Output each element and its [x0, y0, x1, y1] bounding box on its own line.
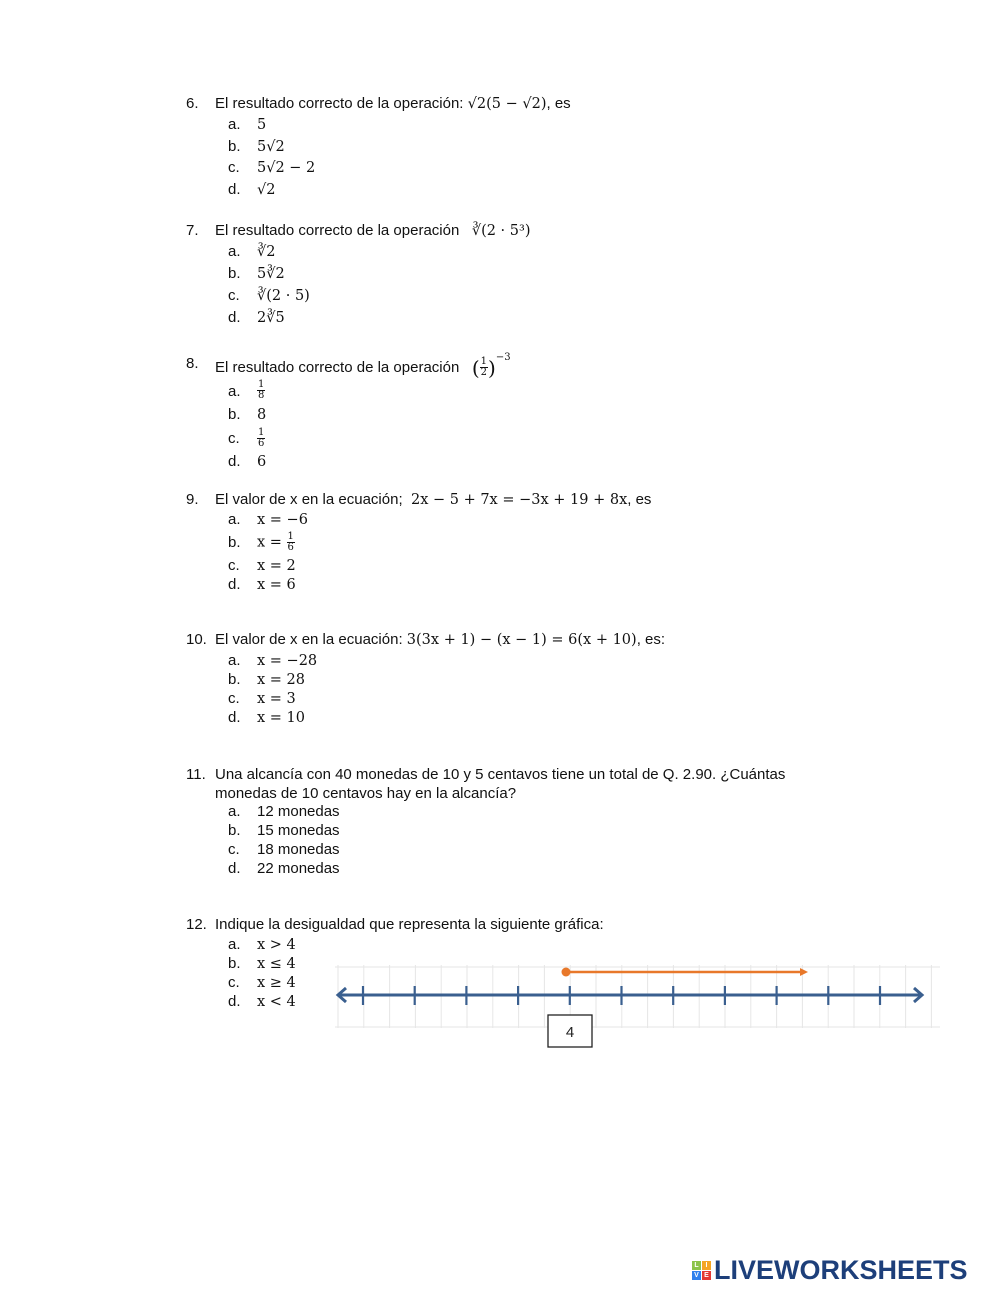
option-7c[interactable]: ∛(2 · 5) — [257, 288, 310, 304]
option-letter: a. — [228, 243, 241, 260]
option-prefix: x = — [257, 534, 287, 551]
logo-text: LIVEWORKSHEETS — [714, 1255, 968, 1285]
question-number: 12. — [186, 916, 207, 933]
question-text — [215, 95, 571, 113]
question-label: El resultado correcto de la operación — [215, 358, 460, 376]
option-letter: c. — [228, 159, 240, 176]
question-text: Una alcancía con 40 monedas de 10 y 5 centavos tiene un total de Q. 2.90. ¿Cuántas — [215, 766, 786, 783]
question-math: ∛(2 · 5³) — [471, 223, 531, 239]
denominator: 6 — [287, 542, 294, 553]
question-math: 3(3x + 1) − (x − 1) = 6(x + 10) — [406, 632, 637, 648]
option-8a[interactable] — [257, 380, 265, 401]
option-letter: b. — [228, 265, 241, 282]
numerator: 1 — [258, 379, 265, 390]
question-number: 11. — [186, 766, 206, 783]
question-suffix: , es — [546, 95, 571, 112]
option-letter: a. — [228, 511, 241, 528]
question-text — [215, 222, 530, 240]
option-11a[interactable]: 12 monedas — [257, 803, 340, 820]
question-suffix: , es: — [636, 631, 666, 648]
option-12c[interactable]: x ≥ 4 — [257, 975, 296, 991]
option-7b[interactable]: 5∛2 — [257, 266, 285, 282]
option-letter: c. — [228, 690, 240, 707]
logo-block: L — [692, 1261, 701, 1270]
option-10c[interactable]: x = 3 — [257, 691, 296, 707]
option-8b[interactable]: 8 — [257, 407, 267, 423]
option-letter: d. — [228, 309, 241, 326]
question-label: El resultado correcto de la operación: — [215, 95, 464, 112]
option-10b[interactable]: x = 28 — [257, 672, 305, 688]
option-letter: b. — [228, 406, 241, 423]
option-8c[interactable] — [257, 428, 265, 449]
numerator: 1 — [287, 531, 294, 542]
denominator: 2 — [480, 367, 488, 379]
numerator: 1 — [480, 356, 488, 368]
option-12a[interactable]: x > 4 — [257, 937, 296, 953]
question-math: ( $\frac{1}{2}$ )$^{-3}$ — [471, 352, 511, 380]
option-9b[interactable] — [257, 532, 295, 553]
option-letter: d. — [228, 993, 241, 1010]
option-letter: b. — [228, 822, 241, 839]
option-letter: c. — [228, 557, 240, 574]
option-6c[interactable]: 5√2 − 2 — [257, 160, 316, 176]
option-letter: b. — [228, 955, 241, 972]
option-11b[interactable]: 15 monedas — [257, 822, 340, 839]
option-letter: a. — [228, 936, 241, 953]
question-label: El valor de x en la ecuación; — [215, 491, 403, 508]
option-letter: c. — [228, 430, 240, 447]
option-letter: a. — [228, 803, 241, 820]
question-text — [215, 631, 665, 649]
option-letter: b. — [228, 534, 241, 551]
option-letter: d. — [228, 181, 241, 198]
question-text — [215, 491, 651, 509]
option-letter: a. — [228, 652, 241, 669]
numerator: 1 — [258, 427, 265, 438]
option-letter: b. — [228, 671, 241, 688]
option-letter: c. — [228, 841, 240, 858]
option-7d[interactable]: 2∛5 — [257, 310, 285, 326]
question-number: 8. — [186, 355, 199, 372]
number-line-label: 4 — [565, 1024, 575, 1041]
liveworksheets-logo — [692, 1255, 968, 1286]
option-letter: d. — [228, 576, 241, 593]
option-letter: d. — [228, 860, 241, 877]
question-number: 7. — [186, 222, 199, 239]
question-math: √2(5 − √2) — [467, 96, 547, 112]
option-6b[interactable]: 5√2 — [257, 139, 285, 155]
question-suffix: , es — [627, 491, 652, 508]
logo-block: V — [692, 1271, 701, 1280]
question-label: El resultado correcto de la operación — [215, 222, 460, 239]
option-letter: c. — [228, 287, 240, 304]
option-10d[interactable]: x = 10 — [257, 710, 305, 726]
question-number: 10. — [186, 631, 207, 648]
denominator: 8 — [258, 390, 265, 401]
number-line-graph — [330, 955, 945, 1055]
option-letter: c. — [228, 974, 240, 991]
option-letter: a. — [228, 383, 241, 400]
option-6a[interactable]: 5 — [257, 117, 267, 133]
question-math: 2x − 5 + 7x = −3x + 19 + 8x — [410, 492, 628, 508]
option-12b[interactable]: x ≤ 4 — [257, 956, 296, 972]
option-11d[interactable]: 22 monedas — [257, 860, 340, 877]
logo-block: I — [702, 1261, 711, 1270]
option-12d[interactable]: x < 4 — [257, 994, 296, 1010]
ray-arrow-icon — [800, 968, 808, 976]
question-label: El valor de x en la ecuación: — [215, 631, 403, 648]
question-text-line2: monedas de 10 centavos hay en la alcancía? — [215, 785, 517, 802]
option-6d[interactable]: √2 — [257, 182, 276, 198]
option-letter: d. — [228, 709, 241, 726]
option-letter: b. — [228, 138, 241, 155]
option-9a[interactable]: x = −6 — [257, 512, 308, 528]
option-9c[interactable]: x = 2 — [257, 558, 296, 574]
option-letter: a. — [228, 116, 241, 133]
option-7a[interactable]: ∛2 — [257, 244, 276, 260]
logo-blocks — [692, 1261, 711, 1280]
option-11c[interactable]: 18 monedas — [257, 841, 340, 858]
question-number: 6. — [186, 95, 199, 112]
option-8d[interactable]: 6 — [257, 454, 267, 470]
question-text — [215, 352, 511, 380]
question-text: Indique la desigualdad que representa la siguiente gráfica: — [215, 916, 604, 933]
option-10a[interactable]: x = −28 — [257, 653, 318, 669]
question-number: 9. — [186, 491, 199, 508]
option-9d[interactable]: x = 6 — [257, 577, 296, 593]
denominator: 6 — [258, 438, 265, 449]
closed-endpoint — [562, 968, 571, 977]
exponent: −3 — [495, 352, 511, 363]
option-letter: d. — [228, 453, 241, 470]
logo-block: E — [702, 1271, 711, 1280]
